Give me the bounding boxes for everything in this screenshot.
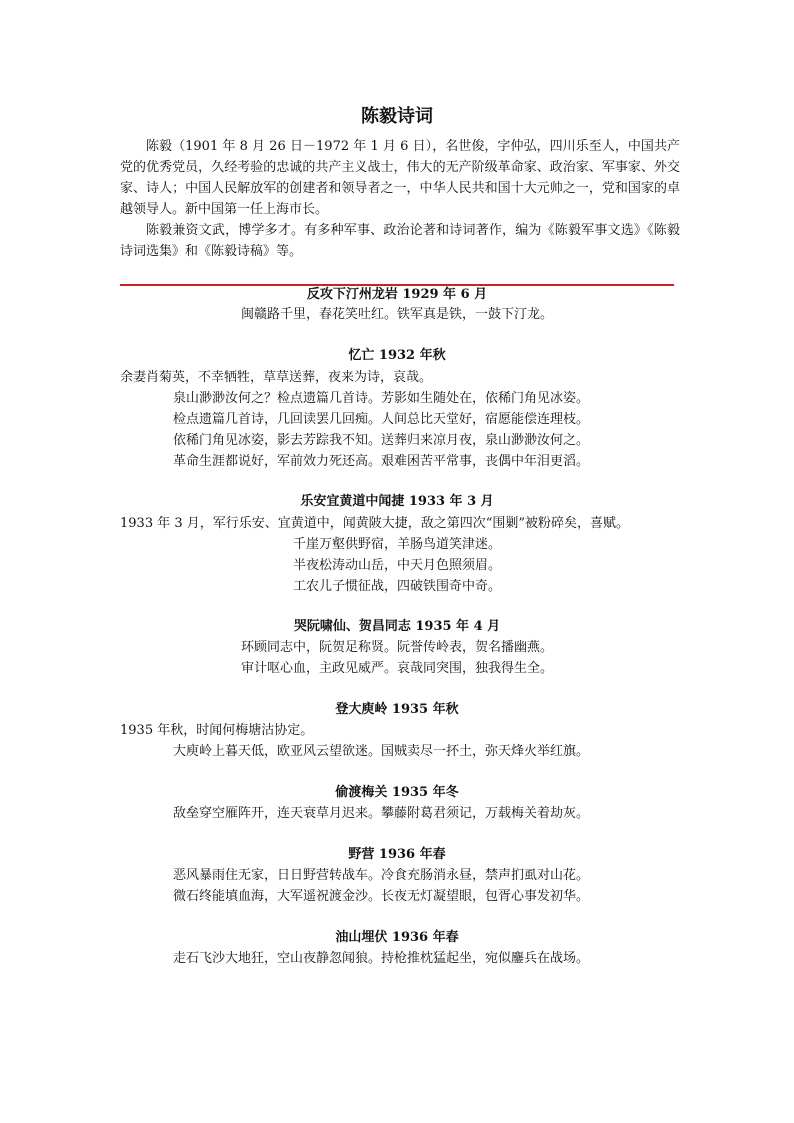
poem-preface: 余妻肖菊英，不幸牺牲，草草送葬，夜来为诗，哀哉。 bbox=[120, 370, 433, 385]
poem-preface: 1933 年 3 月，军行乐安、宜黄道中，闻黄陂大捷，敌之第四次“围剿”被粉碎矣，喜赋。 bbox=[120, 516, 630, 531]
poem-title: 哭阮啸仙、贺昌同志 1935 年 4 月 bbox=[293, 619, 501, 634]
intro-paragraph: 陈毅（1901 年 8 月 26 日－1972 年 1 月 6 日），名世俊，字仲弘，四川乐至人，中国共产党的优秀党员，久经考验的忠诚的共产主义战士，伟大的无产阶级革命家、政治家、军事家、外交家、诗人；中国人民解放军的创建者和领导者之一，中华人民共和国十大元帅之一，党和国家的卓越领导人。新中国第一任上海市长。 bbox=[120, 139, 680, 217]
poem-line: 工农儿子惯征战，四破铁围奇中奇。 bbox=[292, 579, 501, 594]
poem-title: 忆亡 1932 年秋 bbox=[348, 348, 446, 363]
poem-line: 检点遗篇几首诗，几回读罢几回痴。人间总比天堂好，宿愿能偿连理枝。 bbox=[173, 412, 590, 427]
poem-line: 半夜松涛动山岳，中天月色照须眉。 bbox=[292, 558, 501, 573]
poem-title: 乐安宜黄道中闻捷 1933 年 3 月 bbox=[300, 494, 494, 509]
poem-line: 审计呕心血，主政见威严。哀哉同突围，独我得生全。 bbox=[240, 661, 553, 676]
poem-line: 敌垒穿空雁阵开，连天衰草月迟来。攀藤附葛君须记，万载梅关着劫灰。 bbox=[173, 806, 590, 821]
intro-section bbox=[120, 136, 680, 262]
poem-line: 走石飞沙大地狂，空山夜静忽闻狼。持枪推枕猛起坐，宛似鏖兵在战场。 bbox=[173, 951, 590, 966]
poem-title: 野营 1936 年春 bbox=[348, 847, 446, 862]
poem-line: 大庾岭上暮天低，欧亚风云望欲迷。国贼卖尽一抔土，弥天烽火举红旗。 bbox=[173, 744, 590, 759]
poem-line: 闽赣路千里，春花笑吐红。铁军真是铁，一鼓下汀龙。 bbox=[240, 307, 553, 322]
page-title: 陈毅诗词 bbox=[361, 106, 433, 127]
poem-line: 微石终能填血海，大军遥祝渡金沙。长夜无灯凝望眼，包胥心事发初华。 bbox=[173, 889, 590, 904]
poem-title: 反攻下汀州龙岩 1929 年 6 月 bbox=[306, 287, 488, 302]
poem-title: 登大庾岭 1935 年秋 bbox=[335, 702, 459, 717]
poem-line: 恶风暴雨住无家，日日野营转战车。冷食充肠消永昼，禁声扪虱对山花。 bbox=[173, 868, 590, 883]
poem-line: 泉山渺渺汝何之？检点遗篇几首诗。芳影如生随处在，依稀门角见冰姿。 bbox=[173, 391, 590, 406]
intro-paragraph: 陈毅兼资文武，博学多才。有多种军事、政治论著和诗词著作，编为《陈毅军事文选》《陈毅诗词选集》和《陈毅诗稿》等。 bbox=[120, 223, 680, 259]
poem-line: 千崖万壑供野宿，羊肠鸟道笑津迷。 bbox=[292, 537, 501, 552]
poem-line: 环顾同志中，阮贺足称贤。阮誉传岭表，贺名播幽燕。 bbox=[240, 640, 553, 655]
poem-title: 油山埋伏 1936 年春 bbox=[335, 930, 459, 945]
poem-preface: 1935 年秋，时闻何梅塘沽协定。 bbox=[120, 723, 314, 738]
poem-line: 革命生涯都说好，军前效力死还高。艰难困苦平常事，丧偶中年泪更滔。 bbox=[173, 454, 590, 469]
poem-line: 依稀门角见冰姿，影去芳踪我不知。送葬归来凉月夜，泉山渺渺汝何之。 bbox=[173, 433, 590, 448]
poem-title: 偷渡梅关 1935 年冬 bbox=[335, 785, 459, 800]
